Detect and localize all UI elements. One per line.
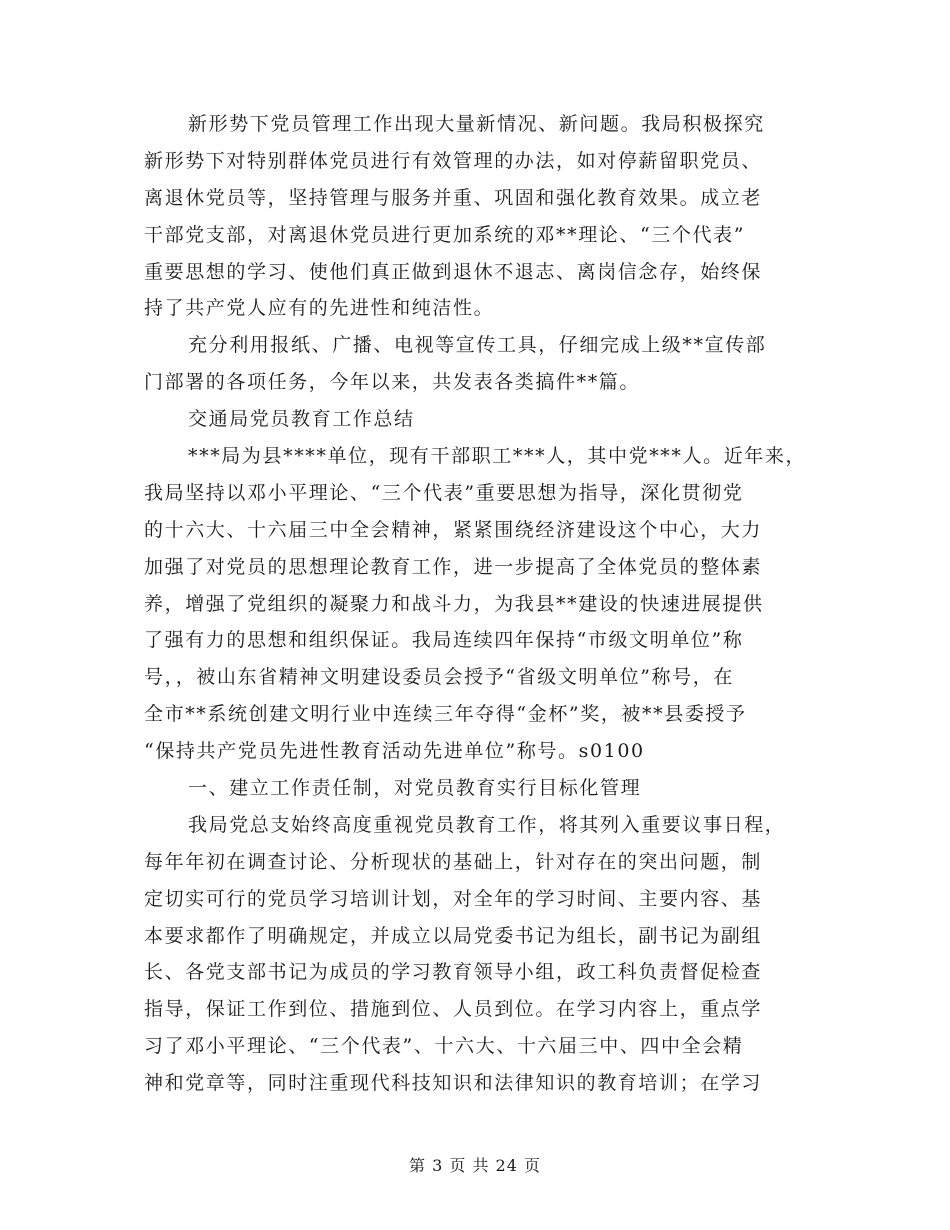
text-line: 本要求都作了明确规定，并成立以局党委书记为组长，副书记为副组 bbox=[144, 924, 763, 947]
text-line: 我局坚持以邓小平理论、“三个代表”重要思想为指导，深化贯彻党 bbox=[144, 481, 744, 504]
text-line: 全市**系统创建文明行业中连续三年夺得“金杯”奖，被**县委授予 bbox=[144, 703, 747, 726]
text-line: 新形势下党员管理工作出现大量新情况、新问题。我局积极探究 bbox=[188, 113, 765, 135]
text-line: 干部党支部，对离退休党员进行更加系统的邓**理论、“三个代表” bbox=[144, 223, 746, 246]
text-line: 的十六大、十六届三中全会精神，紧紧围绕经济建设这个中心，大力 bbox=[144, 518, 763, 541]
text-line: 养，增强了党组织的凝聚力和战斗力，为我县**建设的快速进展提供 bbox=[144, 592, 764, 615]
text-line: 长、各党支部书记为成员的学习教育领导小组，政工科负责督促检查 bbox=[144, 961, 763, 984]
text-line: 新形势下对特别群体党员进行有效管理的办法，如对停薪留职党员、 bbox=[144, 149, 763, 172]
text-line: ***局为县****单位，现有干部职工***人，其中党***人。近年来， bbox=[188, 445, 807, 468]
page-number-footer: 第 3 页 共 24 页 bbox=[409, 1156, 541, 1175]
text-line: 号，，被山东省精神文明建设委员会授予“省级文明单位”称号，在 bbox=[144, 666, 734, 689]
document-body bbox=[144, 106, 826, 1102]
text-line: 持了共产党人应有的先进性和纯洁性。 bbox=[144, 297, 495, 320]
text-line: 重要思想的学习、使他们真正做到退休不退志、离岗信念存，始终保 bbox=[144, 260, 763, 283]
text-line: “保持共产党员先进性教育活动先进单位”称号。s0100 bbox=[144, 740, 645, 763]
text-line: 门部署的各项任务，今年以来，共发表各类搞件**篇。 bbox=[144, 371, 641, 394]
text-line: 每年年初在调查讨论、分析现状的基础上，针对存在的突出问题，制 bbox=[144, 850, 763, 873]
text-line: 定切实可行的党员学习培训计划，对全年的学习时间、主要内容、基 bbox=[144, 887, 763, 910]
section-heading: 一、建立工作责任制，对党员教育实行目标化管理 bbox=[188, 777, 642, 800]
text-line: 我局党总支始终高度重视党员教育工作，将其列入重要议事日程， bbox=[188, 813, 786, 836]
text-line: 指导，保证工作到位、措施到位、人员到位。在学习内容上，重点学 bbox=[144, 998, 763, 1021]
text-line: 习了邓小平理论、“三个代表”、十六大、十六届三中、四中全会精 bbox=[144, 1035, 744, 1058]
section-title: 交通局党员教育工作总结 bbox=[188, 408, 415, 431]
text-line: 加强了对党员的思想理论教育工作，进一步提高了全体党员的整体素 bbox=[144, 555, 763, 578]
text-line: 充分利用报纸、广播、电视等宣传工具，仔细完成上级**宣传部 bbox=[188, 334, 767, 357]
text-line: 离退休党员等，坚持管理与服务并重、巩固和强化教育效果。成立老 bbox=[144, 186, 763, 209]
text-line: 了强有力的思想和组织保证。我局连续四年保持“市级文明单位”称 bbox=[144, 629, 744, 652]
text-line: 神和党章等，同时注重现代科技知识和法律知识的教育培训；在学习 bbox=[144, 1072, 763, 1095]
